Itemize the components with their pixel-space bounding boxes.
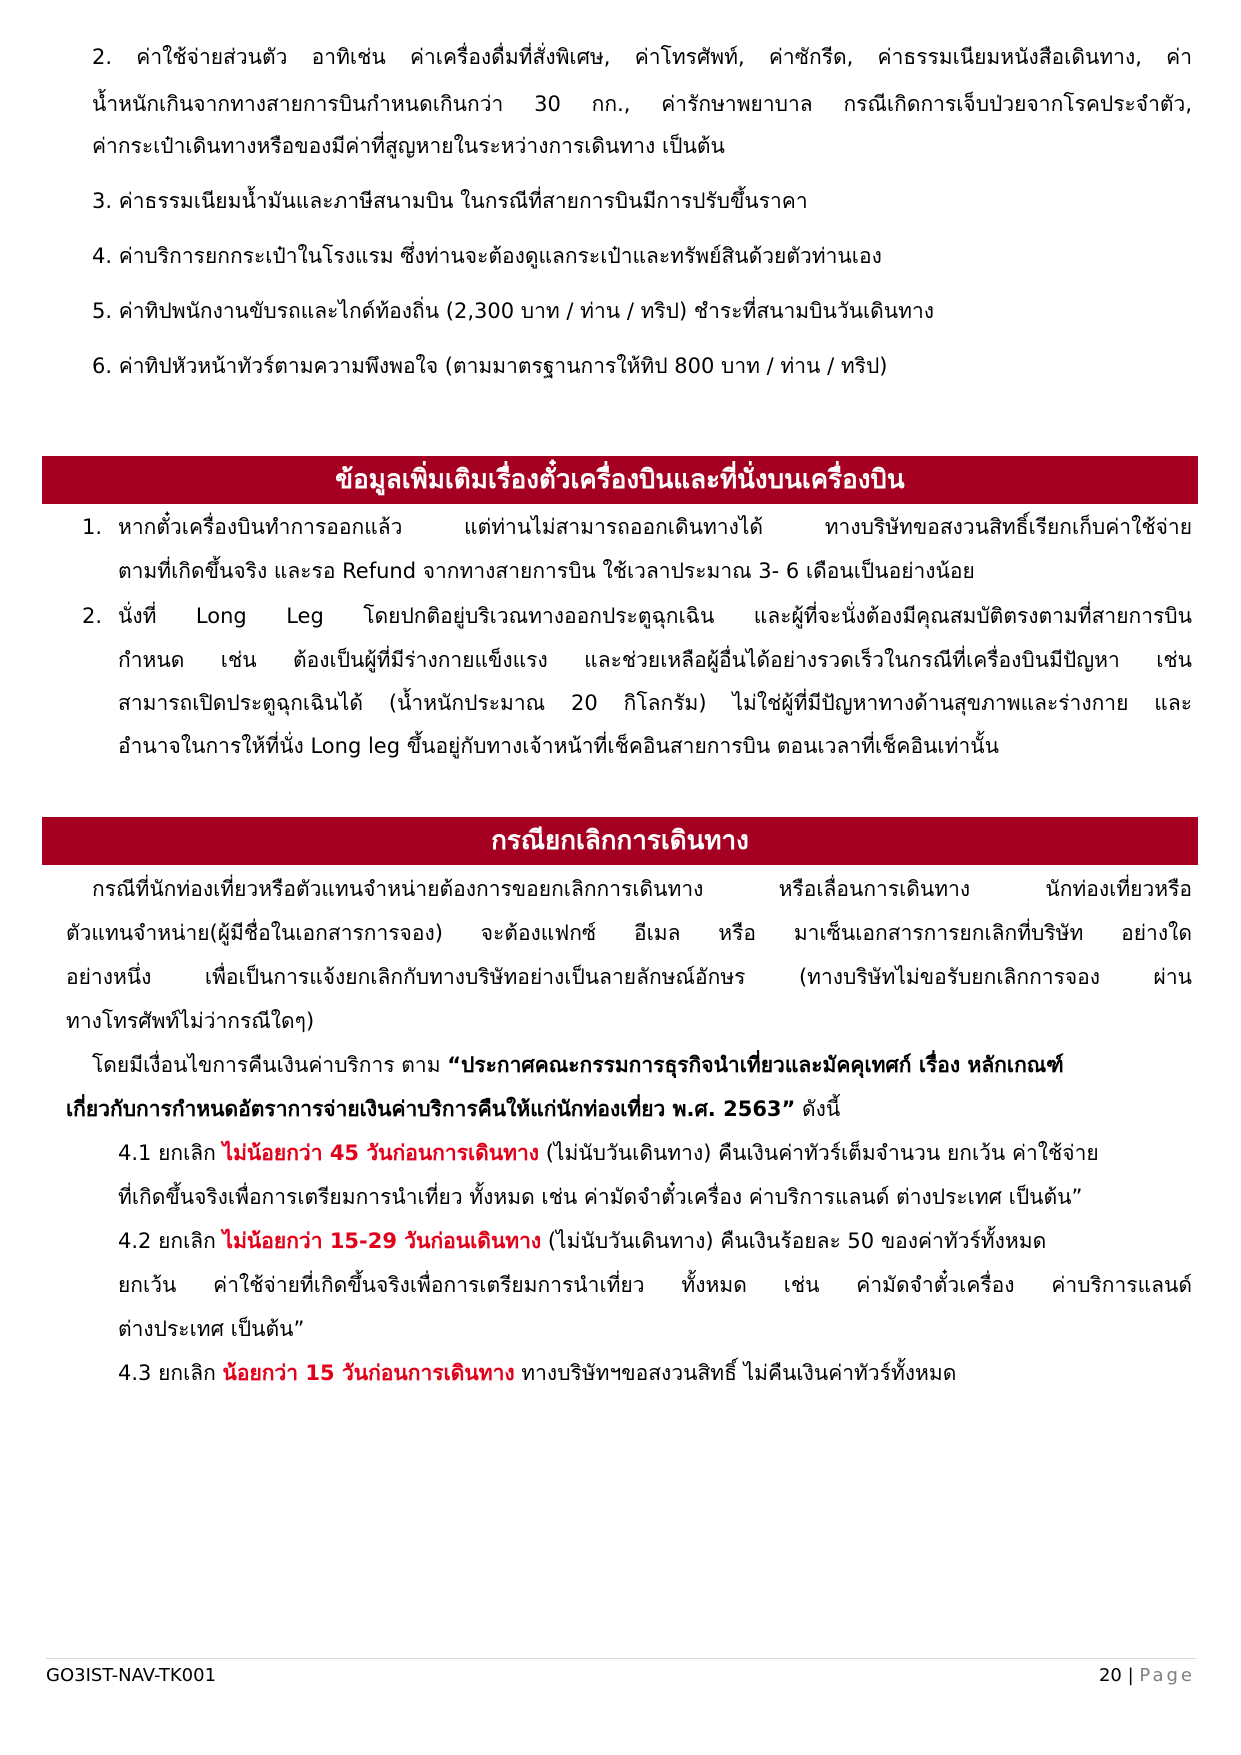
refund-rule-4-3-prefix: 4.3 ยกเลิก [118,1361,223,1385]
refund-rule-4-3-suffix: ทางบริษัทฯขอสงวนสิทธิ์ ไม่คืนเงินค่าทัวร์ทั้งหมด [514,1361,957,1385]
refund-rule-4-2-highlight: ไม่น้อยกว่า 15-29 วันก่อนเดินทาง [222,1229,542,1253]
section-title-cancellation: กรณียกเลิกการเดินทาง [491,826,749,856]
refund-rule-4-1-line-1 [118,1138,1099,1168]
aircraft-item-1-line-1: หากตั๋วเครื่องบินทำการออกแล้ว แต่ท่านไม่สามารถออกเดินทางได้ ทางบริษัทขอสงวนสิทธิ์เรียกเก็บค่าใช้จ่าย [118,515,1192,539]
page-separator: | [1127,1665,1134,1686]
exclusion-item-3: 3. ค่าธรรมเนียมน้ำมันและภาษีสนามบิน ในกรณีที่สายการบินมีการปรับขึ้นราคา [92,189,808,213]
exclusion-item-2-line-2: น้ำหนักเกินจากทางสายการบินกำหนดเกินกว่า 30 กก., ค่ารักษาพยาบาล กรณีเกิดการเจ็บป่วยจากโรคประจำตัว, [92,92,1192,116]
exclusion-item-2-line-3: ค่ากระเป๋าเดินทางหรือของมีค่าที่สูญหายในระหว่างการเดินทาง เป็นต้น [92,134,725,158]
page-number: 20 [1098,1665,1122,1686]
refund-rule-4-1-prefix: 4.1 ยกเลิก [118,1141,223,1165]
footer-divider [46,1658,1196,1659]
refund-rule-4-1-suffix: (ไม่นับวันเดินทาง) คืนเงินค่าทัวร์เต็มจำนวน ยกเว้น ค่าใช้จ่าย [539,1141,1099,1165]
refund-condition-suffix: ดังนี้ [795,1097,841,1121]
aircraft-item-2-line-4: อำนาจในการให้ที่นั่ง Long leg ขึ้นอยู่กับทางเจ้าหน้าที่เช็คอินสายการบิน ตอนเวลาที่เช็คอินเท่านั้น [118,734,999,758]
cancel-paragraph-2-line-1 [92,1050,1064,1080]
aircraft-item-2-line-3: สามารถเปิดประตูฉุกเฉินได้ (น้ำหนักประมาณ 20 กิโลกรัม) ไม่ใช่ผู้ที่มีปัญหาทางด้านสุขภาพและร่างกาย และ [118,691,1192,715]
section-title-aircraft: ข้อมูลเพิ่มเติมเรื่องตั๋วเครื่องบินและที่นั่งบนเครื่องบิน [335,465,905,495]
aircraft-item-1-number: 1. [82,515,103,539]
refund-announcement-title-cont: เกี่ยวกับการกำหนดอัตราการจ่ายเงินค่าบริการคืนให้แก่นักท่องเที่ยว พ.ศ. 2563” [66,1097,796,1121]
aircraft-item-2-number: 2. [82,604,103,628]
refund-rule-4-1-highlight: ไม่น้อยกว่า 45 วันก่อนการเดินทาง [222,1141,540,1165]
refund-rule-4-2-line-2: ยกเว้น ค่าใช้จ่ายที่เกิดขึ้นจริงเพื่อการเตรียมการนำเที่ยว ทั้งหมด เช่น ค่ามัดจำตั๋วเครื่อง ค่าบริการแลนด์ [118,1273,1192,1297]
refund-rule-4-2-line-1 [118,1226,1046,1256]
section-header-aircraft [42,456,1198,504]
aircraft-item-2-line-2: กำหนด เช่น ต้องเป็นผู้ที่มีร่างกายแข็งแรง และช่วยเหลือผู้อื่นได้อย่างรวดเร็วในกรณีที่เครื่องบินมีปัญหา เช่น [118,648,1192,672]
refund-rule-4-3 [118,1358,956,1388]
aircraft-item-1-line-2: ตามที่เกิดขึ้นจริง และรอ Refund จากทางสายการบิน ใช้เวลาประมาณ 3- 6 เดือนเป็นอย่างน้อย [118,559,975,583]
exclusion-item-6: 6. ค่าทิปหัวหน้าทัวร์ตามความพึงพอใจ (ตามมาตรฐานการให้ทิป 800 บาท / ท่าน / ทริป) [92,354,888,378]
refund-condition-intro: โดยมีเงื่อนไขการคืนเงินค่าบริการ ตาม [92,1053,448,1077]
page-label: Page [1139,1665,1195,1686]
exclusion-item-2-line-1: 2. ค่าใช้จ่ายส่วนตัว อาทิเช่น ค่าเครื่องดื่มที่สั่งพิเศษ, ค่าโทรศัพท์, ค่าซักรีด, ค่าธรรมเนียมหนังสือเดินทาง, ค่า [92,45,1192,69]
document-code: GO3IST-NAV-TK001 [46,1665,217,1686]
exclusion-item-5: 5. ค่าทิปพนักงานขับรถและไกด์ท้องถิ่น (2,300 บาท / ท่าน / ทริป) ชำระที่สนามบินวันเดินทาง [92,299,935,323]
refund-rule-4-1-line-2: ที่เกิดขึ้นจริงเพื่อการเตรียมการนำเที่ยว ทั้งหมด เช่น ค่ามัดจำตั๋วเครื่อง ค่าบริการแลนด์ ต่างประเทศ เป็นต้น” [118,1185,1083,1209]
refund-rule-4-2-suffix: (ไม่นับวันเดินทาง) คืนเงินร้อยละ 50 ของค่าทัวร์ทั้งหมด [541,1229,1047,1253]
aircraft-item-2-line-1: นั่งที่ Long Leg โดยปกติอยู่บริเวณทางออกประตูฉุกเฉิน และผู้ที่จะนั่งต้องมีคุณสมบัติตรงตามที่สายการบิน [118,604,1192,628]
cancel-paragraph-1-line-4: ทางโทรศัพท์ไม่ว่ากรณีใดๆ) [66,1009,315,1033]
exclusion-item-4: 4. ค่าบริการยกกระเป๋าในโรงแรม ซึ่งท่านจะต้องดูแลกระเป๋าและทรัพย์สินด้วยตัวท่านเอง [92,244,882,268]
cancel-paragraph-1-line-1: กรณีที่นักท่องเที่ยวหรือตัวแทนจำหน่ายต้องการขอยกเลิกการเดินทาง หรือเลื่อนการเดินทาง นักท่องเที่ยวหรือ [92,877,1192,901]
refund-rule-4-3-highlight: น้อยกว่า 15 วันก่อนการเดินทาง [222,1361,515,1385]
refund-rule-4-2-line-3: ต่างประเทศ เป็นต้น” [118,1317,305,1341]
section-header-cancellation [42,817,1198,865]
page-indicator [1099,1664,1195,1688]
refund-announcement-title: “ประกาศคณะกรรมการธุรกิจนำเที่ยวและมัคคุเทศก์ เรื่อง หลักเกณฑ์ [447,1053,1064,1077]
cancel-paragraph-2-line-2 [66,1094,840,1124]
refund-rule-4-2-prefix: 4.2 ยกเลิก [118,1229,223,1253]
cancel-paragraph-1-line-2: ตัวแทนจำหน่าย(ผู้มีชื่อในเอกสารการจอง) จะต้องแฟกซ์ อีเมล หรือ มาเซ็นเอกสารการยกเลิกที่บริษัท อย่างใด [66,921,1192,945]
cancel-paragraph-1-line-3: อย่างหนึ่ง เพื่อเป็นการแจ้งยกเลิกกับทางบริษัทอย่างเป็นลายลักษณ์อักษร (ทางบริษัทไม่ขอรับยกเลิกการจอง ผ่าน [66,965,1192,989]
